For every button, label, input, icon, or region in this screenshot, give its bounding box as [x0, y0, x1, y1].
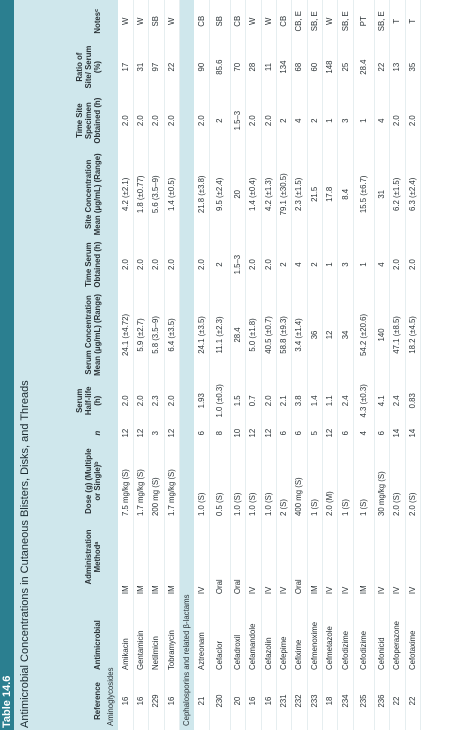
table-cell: IV — [374, 518, 389, 596]
table-cell: 230 — [209, 672, 230, 730]
table-cell: 1 — [323, 239, 338, 290]
table-cell: 70 — [230, 43, 245, 92]
table-cell: 4.2 (±1.3) — [261, 150, 276, 239]
table-cell: 1.5–3 — [230, 239, 245, 290]
table-cell: 35 — [405, 43, 420, 92]
table-cell: 2.3 — [149, 380, 164, 422]
table-cell: IV — [276, 518, 291, 596]
table-cell: 6 — [194, 422, 209, 444]
table-row — [292, 0, 307, 730]
table-cell: 2.0 — [133, 380, 148, 422]
table-cell: SB, E — [374, 0, 389, 43]
table-cell: CB — [276, 0, 291, 43]
table-cell: 21.5 — [307, 150, 322, 239]
table-cell: 1 (S) — [307, 444, 322, 518]
table-row — [374, 0, 389, 730]
table-cell: SB, E — [307, 0, 322, 43]
table-cell: 2.0 — [261, 239, 276, 290]
table-cell: IM — [118, 518, 133, 596]
table-cell: IV — [261, 518, 276, 596]
table-cell: 17 — [118, 43, 133, 92]
table-area — [34, 0, 458, 730]
table-cell: 2.0 — [149, 92, 164, 150]
table-cell: 234 — [338, 672, 353, 730]
table-cell: 1.0 (S) — [194, 444, 209, 518]
column-header: Serum Concentration Mean (μg/mL) (Range) — [34, 290, 104, 379]
table-cell: 0.5 (S) — [209, 444, 230, 518]
table-cell: 3.4 (±1.4) — [292, 290, 307, 379]
table-cell: 232 — [292, 672, 307, 730]
table-cell: 13 — [390, 43, 405, 92]
table-cell: 12 — [118, 422, 133, 444]
table-cell: 14 — [405, 422, 420, 444]
table-cell: 2.0 — [261, 92, 276, 150]
table-title: Antimicrobial Concentrations in Cutaneous Blisters, Disks, and Threads — [19, 380, 31, 728]
column-header: Site Concentration Mean (μg/mL) (Range) — [34, 150, 104, 239]
table-cell: 12 — [246, 422, 261, 444]
table-row — [405, 0, 420, 730]
table-cell: Cefazolin — [261, 596, 276, 672]
table-cell: 1 — [353, 239, 374, 290]
table-cell: 4 — [292, 239, 307, 290]
table-cell: 12 — [323, 422, 338, 444]
table-cell: IV — [246, 518, 261, 596]
table-cell: 5 — [307, 422, 322, 444]
table-cell: 54.2 (±20.6) — [353, 290, 374, 379]
table-cell: PT — [353, 0, 374, 43]
group-label: Cephalosporins and related β-lactams — [179, 0, 194, 730]
table-cell: 4 — [374, 92, 389, 150]
table-cell: 2.0 — [133, 92, 148, 150]
table-cell: 1 (S) — [353, 444, 374, 518]
table-cell: 5.9 (±2.7) — [133, 290, 148, 379]
table-cell: 16 — [118, 672, 133, 730]
table-cell: SB — [149, 0, 164, 43]
table-cell: 6.2 (±1.5) — [390, 150, 405, 239]
table-cell: 9.5 (±2.4) — [209, 150, 230, 239]
table-cell: 2.3 (±1.5) — [292, 150, 307, 239]
table-cell: 1.0 (±0.3) — [209, 380, 230, 422]
table-cell: 6.4 (±3.5) — [164, 290, 179, 379]
table-cell: 15.5 (±6.7) — [353, 150, 374, 239]
data-table — [34, 0, 421, 730]
group-row — [179, 0, 194, 730]
table-row — [133, 0, 148, 730]
table-cell: 58.8 (±9.3) — [276, 290, 291, 379]
table-cell: 2.0 — [194, 239, 209, 290]
table-cell: Cefmetazole — [323, 596, 338, 672]
table-cell: 400 mg (S) — [292, 444, 307, 518]
table-cell: 1.7 mg/kg (S) — [133, 444, 148, 518]
table-row — [390, 0, 405, 730]
table-cell: 1.0 (S) — [246, 444, 261, 518]
table-cell: 20 — [230, 150, 245, 239]
column-header: Reference — [34, 672, 104, 730]
table-cell: 140 — [374, 290, 389, 379]
table-cell: 0.7 — [246, 380, 261, 422]
table-cell: 12 — [164, 422, 179, 444]
table-cell: 2 — [307, 239, 322, 290]
table-cell: IM — [353, 518, 374, 596]
table-cell: IV — [194, 518, 209, 596]
table-row — [118, 0, 133, 730]
table-cell: 31 — [133, 43, 148, 92]
table-cell: 1.5–3 — [230, 92, 245, 150]
table-row — [149, 0, 164, 730]
table-cell: 1.4 — [307, 380, 322, 422]
table-cell: 97 — [149, 43, 164, 92]
table-cell: IV — [323, 518, 338, 596]
table-cell: 18.2 (±4.5) — [405, 290, 420, 379]
table-cell: 22 — [374, 43, 389, 92]
table-cell: 2.0 — [246, 239, 261, 290]
table-cell: 16 — [164, 672, 179, 730]
table-cell: 79.1 (±30.5) — [276, 150, 291, 239]
table-cell: 4.2 (±2.1) — [118, 150, 133, 239]
table-cell: 16 — [246, 672, 261, 730]
table-cell: 235 — [353, 672, 374, 730]
table-cell: 6 — [276, 422, 291, 444]
table-cell: 4 — [353, 422, 374, 444]
table-cell: 28 — [246, 43, 261, 92]
table-cell: 4 — [292, 92, 307, 150]
table-cell: 16 — [261, 672, 276, 730]
table-cell: Cefadroxil — [230, 596, 245, 672]
table-cell: IM — [133, 518, 148, 596]
table-cell: 4.1 — [374, 380, 389, 422]
table-cell: 1.4 (±0.5) — [164, 150, 179, 239]
table-cell: T — [390, 0, 405, 43]
table-cell: 0.83 — [405, 380, 420, 422]
table-cell: IV — [390, 518, 405, 596]
table-cell: 1.4 (±0.4) — [246, 150, 261, 239]
table-row — [323, 0, 338, 730]
table-cell: 2.0 — [390, 239, 405, 290]
table-cell: W — [323, 0, 338, 43]
table-cell: SB, E — [338, 0, 353, 43]
table-cell: Netilmicin — [149, 596, 164, 672]
table-cell: 47.1 (±8.5) — [390, 290, 405, 379]
table-cell: 5.0 (±1.8) — [246, 290, 261, 379]
table-row — [164, 0, 179, 730]
table-cell: Cefixime — [292, 596, 307, 672]
column-header: Dose (g) (Multiple or Single)ᵇ — [34, 444, 104, 518]
table-row — [194, 0, 209, 730]
table-cell: 2.0 — [164, 92, 179, 150]
table-cell: 3 — [338, 239, 353, 290]
table-cell: 11.1 (±2.3) — [209, 290, 230, 379]
table-cell: 2 — [307, 92, 322, 150]
table-cell: 3 — [149, 422, 164, 444]
table-cell: IV — [405, 518, 420, 596]
table-row — [307, 0, 322, 730]
table-cell: W — [246, 0, 261, 43]
table-cell: 8.4 — [338, 150, 353, 239]
column-header: n — [34, 422, 104, 444]
table-cell: Gentamicin — [133, 596, 148, 672]
group-row — [104, 0, 118, 730]
table-cell: 28.4 — [230, 290, 245, 379]
table-cell: 2.0 — [118, 380, 133, 422]
table-cell: 6.3 (±2.4) — [405, 150, 420, 239]
table-cell: 16 — [133, 672, 148, 730]
table-cell: Cefoperazone — [390, 596, 405, 672]
table-cell: 28.4 — [353, 43, 374, 92]
table-cell: 6 — [292, 422, 307, 444]
table-cell: 18 — [323, 672, 338, 730]
table-cell: 2.0 (S) — [405, 444, 420, 518]
column-header: Time Serum Obtained (h) — [34, 239, 104, 290]
table-cell: 236 — [374, 672, 389, 730]
column-header: Ratio of Site/ Serum (%) — [34, 43, 104, 92]
table-cell: 85.6 — [209, 43, 230, 92]
table-cell: 1.1 — [323, 380, 338, 422]
table-cell: 3.8 — [292, 380, 307, 422]
column-header: Antimicrobial — [34, 596, 104, 672]
table-cell: 4 — [374, 239, 389, 290]
table-cell: 12 — [323, 290, 338, 379]
table-cell: 40.5 (±0.7) — [261, 290, 276, 379]
table-body — [104, 0, 421, 730]
table-cell: 2.0 — [390, 92, 405, 150]
table-cell: Oral — [292, 518, 307, 596]
table-cell: 1 — [323, 92, 338, 150]
table-cell: 2.4 — [338, 380, 353, 422]
table-cell: 2.0 (M) — [323, 444, 338, 518]
table-cell: 30 mg/kg (S) — [374, 444, 389, 518]
table-cell: 8 — [209, 422, 230, 444]
table-row — [209, 0, 230, 730]
table-cell: 36 — [307, 290, 322, 379]
table-cell: 17.8 — [323, 150, 338, 239]
table-cell: 12 — [133, 422, 148, 444]
table-cell: 2.0 — [405, 92, 420, 150]
table-cell: 134 — [276, 43, 291, 92]
header-row — [34, 0, 104, 730]
table-cell: 6 — [338, 422, 353, 444]
table-cell: 12 — [261, 422, 276, 444]
table-cell: SB — [209, 0, 230, 43]
table-cell: 1.0 (S) — [230, 444, 245, 518]
group-label: Aminoglycosides — [104, 0, 118, 730]
column-header: Serum Half-life (h) — [34, 380, 104, 422]
table-cell: CB, E — [292, 0, 307, 43]
table-cell: 2 (S) — [276, 444, 291, 518]
table-row — [246, 0, 261, 730]
table-cell: Aztreonam — [194, 596, 209, 672]
table-cell: W — [164, 0, 179, 43]
table-cell: 1.8 (±0.77) — [133, 150, 148, 239]
table-cell: Cefotaxime — [405, 596, 420, 672]
table-cell: 22 — [405, 672, 420, 730]
table-cell: IM — [307, 518, 322, 596]
table-cell: 1 — [353, 92, 374, 150]
table-label: Table 14.6 — [1, 675, 13, 728]
table-cell: 2.0 — [261, 380, 276, 422]
table-cell: 10 — [230, 422, 245, 444]
table-cell: Tobramycin — [164, 596, 179, 672]
table-cell: 2.0 — [164, 380, 179, 422]
table-cell: W — [133, 0, 148, 43]
table-cell: CB — [230, 0, 245, 43]
table-cell: 200 mg (S) — [149, 444, 164, 518]
table-cell: 2.0 — [149, 239, 164, 290]
table-cell: 25 — [338, 43, 353, 92]
table-cell: 20 — [230, 672, 245, 730]
table-cell: 2.4 — [390, 380, 405, 422]
table-cell: Oral — [230, 518, 245, 596]
table-cell: 21.8 (±3.8) — [194, 150, 209, 239]
table-cell: 5.8 (3.5–9) — [149, 290, 164, 379]
table-cell: IM — [149, 518, 164, 596]
table-cell: 1 (S) — [338, 444, 353, 518]
table-row — [353, 0, 374, 730]
table-cell: 1.93 — [194, 380, 209, 422]
table-cell: CB — [194, 0, 209, 43]
table-cell: 2.0 — [164, 239, 179, 290]
table-cell: 21 — [194, 672, 209, 730]
table-cell: 24.1 (±4.72) — [118, 290, 133, 379]
table-cell: 11 — [261, 43, 276, 92]
column-header: Administration Methodᵃ — [34, 518, 104, 596]
table-cell: 60 — [307, 43, 322, 92]
table-cell: 3 — [338, 92, 353, 150]
table-cell: 148 — [323, 43, 338, 92]
table-cell: W — [261, 0, 276, 43]
table-cell: 22 — [390, 672, 405, 730]
table-cell: IV — [338, 518, 353, 596]
table-cell: 233 — [307, 672, 322, 730]
table-row — [261, 0, 276, 730]
table-cell: 2.0 (S) — [390, 444, 405, 518]
table-cell: 229 — [149, 672, 164, 730]
table-cell: 90 — [194, 43, 209, 92]
column-header: Time Site Specimen Obtained (h) — [34, 92, 104, 150]
table-cell: 2.0 — [133, 239, 148, 290]
table-cell: 2 — [276, 239, 291, 290]
table-cell: 14 — [390, 422, 405, 444]
table-cell: Cefamandole — [246, 596, 261, 672]
table-cell: Oral — [209, 518, 230, 596]
table-cell: Cefodizime — [338, 596, 353, 672]
table-cell: 2.0 — [246, 92, 261, 150]
table-cell: 2.1 — [276, 380, 291, 422]
table-cell: 1.5 — [230, 380, 245, 422]
table-cell: Cefmenoxime — [307, 596, 322, 672]
table-cell: 2 — [276, 92, 291, 150]
table-cell: 4.3 (±0.3) — [353, 380, 374, 422]
table-cell: 2.0 — [194, 92, 209, 150]
column-header: Notesᶜ — [34, 0, 104, 43]
table-cell: 1.7 mg/kg (S) — [164, 444, 179, 518]
table-cell: 34 — [338, 290, 353, 379]
table-cell: Amikacin — [118, 596, 133, 672]
table-cell: 5.6 (3.5–9) — [149, 150, 164, 239]
table-cell: 2 — [209, 239, 230, 290]
table-cell: Cefonicid — [374, 596, 389, 672]
title-band — [0, 0, 14, 730]
table-cell: 31 — [374, 150, 389, 239]
table-row — [276, 0, 291, 730]
table-cell: 2.0 — [118, 92, 133, 150]
table-cell: 7.5 mg/kg (S) — [118, 444, 133, 518]
table-cell: T — [405, 0, 420, 43]
table-cell: 2 — [209, 92, 230, 150]
table-cell: 1.0 (S) — [261, 444, 276, 518]
table-cell: 22 — [164, 43, 179, 92]
table-cell: 231 — [276, 672, 291, 730]
table-row — [338, 0, 353, 730]
table-cell: IM — [164, 518, 179, 596]
table-cell: Cefaclor — [209, 596, 230, 672]
table-cell: 68 — [292, 43, 307, 92]
table-cell: 2.0 — [118, 239, 133, 290]
table-row — [230, 0, 245, 730]
table-cell: Cefodizime — [353, 596, 374, 672]
table-cell: 24.1 (±3.5) — [194, 290, 209, 379]
table-cell: Cefepime — [276, 596, 291, 672]
table-cell: 2.0 — [405, 239, 420, 290]
table-cell: 6 — [374, 422, 389, 444]
table-cell: W — [118, 0, 133, 43]
